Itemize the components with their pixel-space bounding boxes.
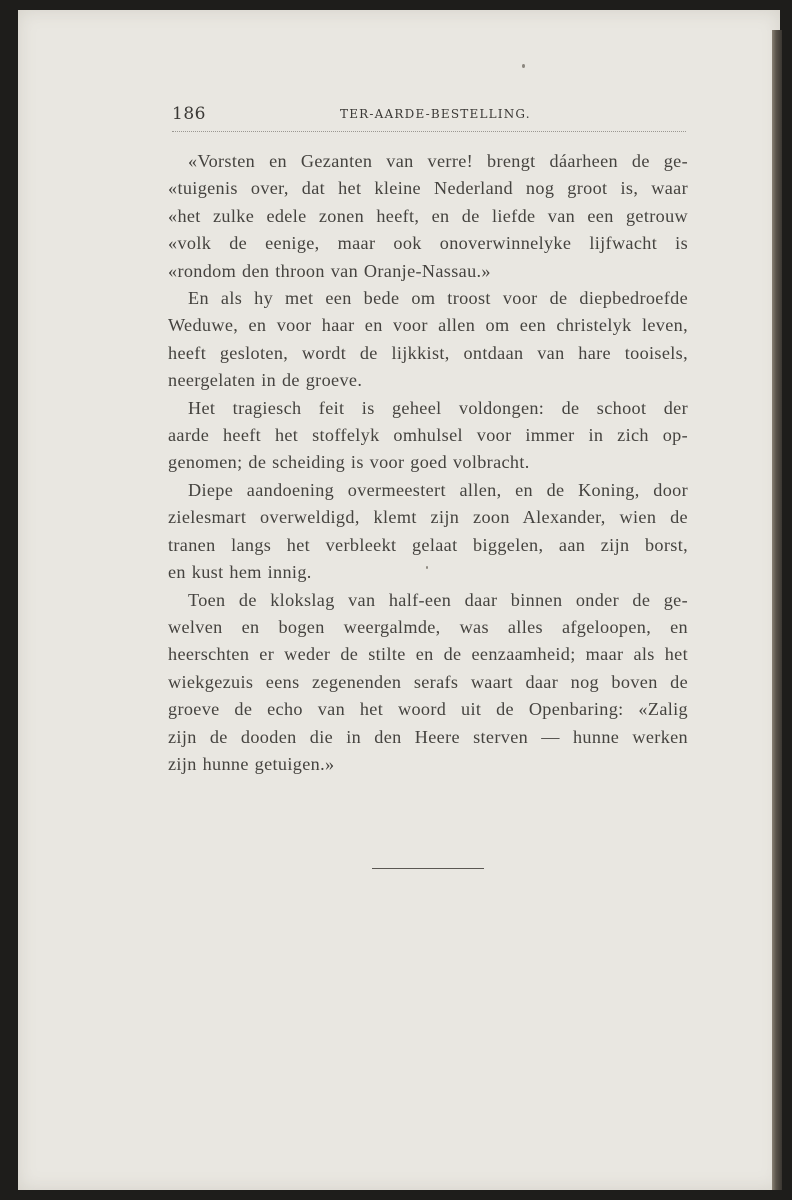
text-line: «Vorsten en Gezanten van verre! brengt dáarheen de ge- xyxy=(188,151,688,171)
text-line: Het tragiesch feit is geheel voldongen: de schoot der xyxy=(188,397,688,418)
text-line: tranen langs het verbleekt gelaat biggelen, aan zijn borst, xyxy=(168,534,688,555)
book-spine-edge xyxy=(772,30,782,1190)
body-text xyxy=(168,148,688,778)
paragraph xyxy=(168,285,688,395)
paragraph xyxy=(168,587,688,779)
text-line: heerschten er weder de stilte en de eenzaamheid; maar als het xyxy=(168,644,688,665)
page-number: 186 xyxy=(172,104,206,124)
text-line: zijn hunne getuigen.» xyxy=(168,753,335,774)
text-line: Diepe aandoening overmeestert allen, en de Koning, door xyxy=(188,479,688,500)
text-line: en kust hem innig. xyxy=(168,562,312,583)
text-line: genomen; de scheiding is voor goed volbracht. xyxy=(168,452,530,473)
text-line: aarde heeft het stoffelyk omhulsel voor immer in zich op- xyxy=(168,425,688,446)
text-line: heeft gesloten, wordt de lijkkist, ontdaan van hare tooisels, xyxy=(168,342,688,363)
text-line: «volk de eenige, maar ook onoverwinnelyke lijfwacht is xyxy=(168,233,688,254)
text-line: groeve de echo van het woord uit de Openbaring: «Zalig xyxy=(168,699,688,720)
text-line: En als hy met een bede om troost voor de diepbedroefde xyxy=(188,288,688,309)
paragraph xyxy=(168,477,688,587)
text-line: zielesmart overweldigd, klemt zijn zoon Alexander, wien de xyxy=(168,507,688,528)
text-line: «het zulke edele zonen heeft, en de liefde van een getrouw xyxy=(168,205,688,226)
paragraph xyxy=(168,395,688,477)
text-line: «tuigenis over, dat het kleine Nederland nog groot is, waar xyxy=(168,178,688,199)
text-line: Toen de klokslag van half-een daar binnen onder de ge- xyxy=(188,589,688,610)
text-line: zijn de dooden die in den Heere sterven — hunne werken xyxy=(168,726,688,747)
text-line: wiekgezuis eens zegenenden serafs waart daar nog boven de xyxy=(168,671,688,692)
running-head xyxy=(172,104,686,128)
text-line: welven en bogen weergalmde, was alles afgeloopen, en xyxy=(168,616,688,637)
end-of-chapter-rule xyxy=(372,868,484,869)
text-line: neergelaten in de groeve. xyxy=(168,370,363,391)
header-rule xyxy=(172,131,686,134)
text-line: Weduwe, en voor haar en voor allen om een christelyk leven, xyxy=(168,315,688,336)
text-line: «rondom den throon van Oranje-Nassau.» xyxy=(168,260,491,281)
paper-speck xyxy=(522,64,525,68)
running-title: TER-AARDE-BESTELLING. xyxy=(340,107,531,121)
paragraph xyxy=(168,148,688,285)
